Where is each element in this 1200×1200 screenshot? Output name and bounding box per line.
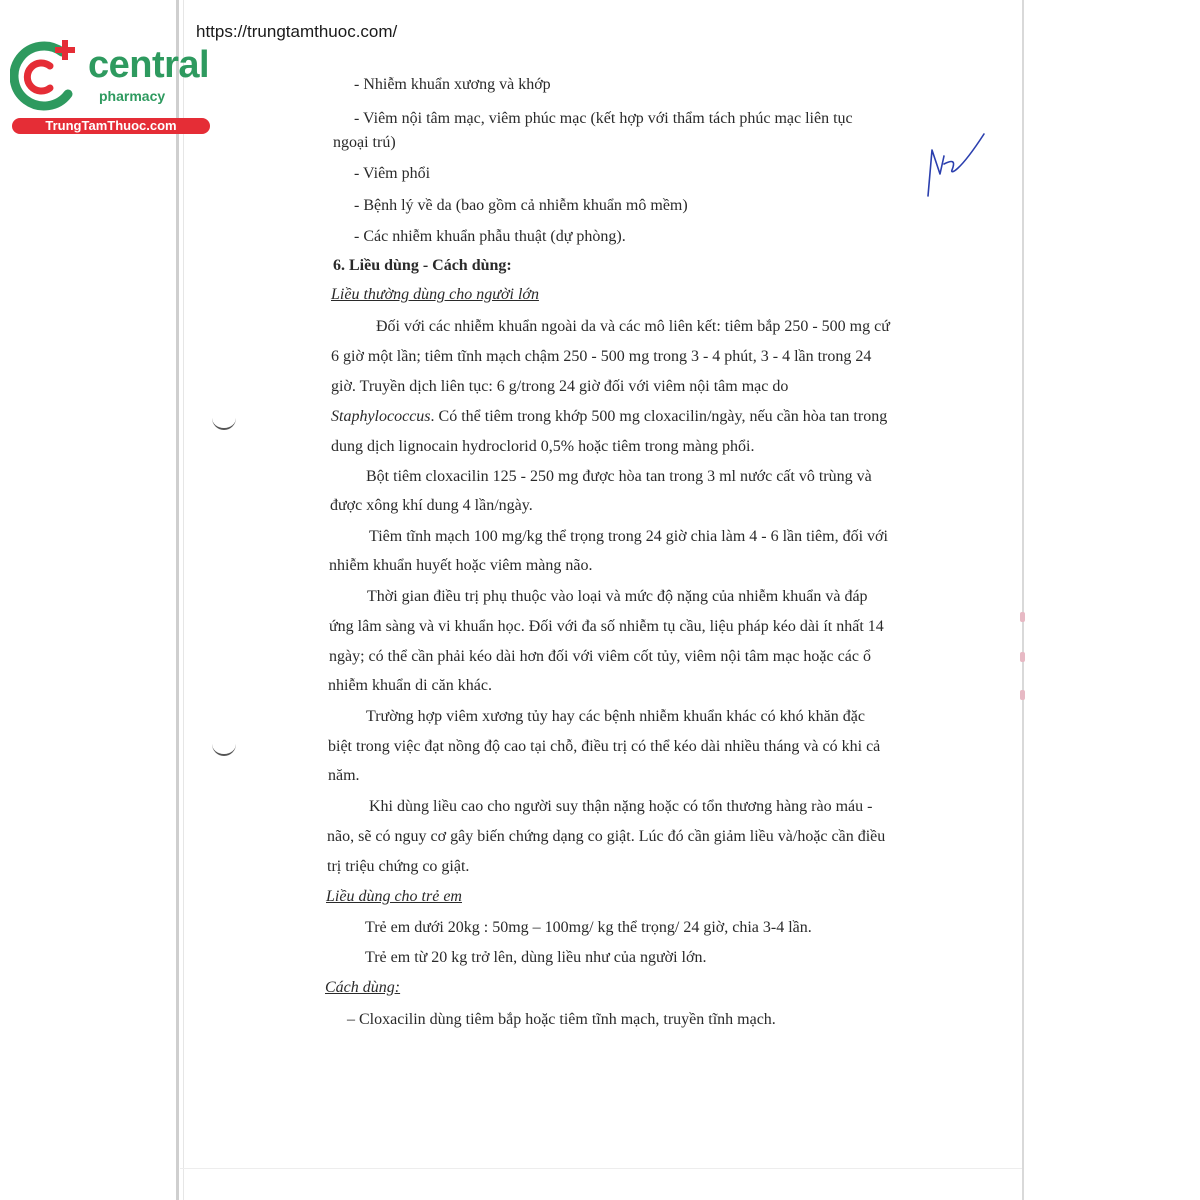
usage-heading: Cách dùng: — [325, 979, 401, 996]
child-dose-heading: Liều dùng cho trẻ em — [326, 888, 462, 905]
punch-hole-mark — [212, 742, 236, 756]
paragraph-line: trị triệu chứng co giật. — [327, 858, 470, 875]
paragraph-line: 6 giờ một lần; tiêm tĩnh mạch chậm 250 - 500 mg trong 3 - 4 phút, 3 - 4 lần trong 24 — [331, 348, 872, 365]
adult-dose-heading: Liều thường dùng cho người lớn — [331, 286, 539, 303]
paragraph-line — [331, 407, 887, 427]
paragraph-line: Bột tiêm cloxacilin 125 - 250 mg được hòa tan trong 3 ml nước cất vô trùng và — [366, 468, 872, 485]
paragraph-line: giờ. Truyền dịch liên tục: 6 g/trong 24 giờ đối với viêm nội tâm mạc do — [331, 378, 789, 395]
paragraph-line: được xông khí dung 4 lần/ngày. — [330, 497, 533, 514]
child-dose-line: Trẻ em dưới 20kg : 50mg – 100mg/ kg thể trọng/ 24 giờ, chia 3-4 lần. — [365, 919, 812, 936]
section-heading: 6. Liều dùng - Cách dùng: — [333, 257, 512, 274]
bullet-line: - Nhiễm khuẩn xương và khớp — [354, 76, 551, 93]
paragraph-line: biệt trong việc đạt nồng độ cao tại chỗ, điều trị có thể kéo dài nhiều tháng và có khi cả — [328, 738, 881, 755]
paragraph-line-rest: . Có thể tiêm trong khớp 500 mg cloxacilin/ngày, nếu cần hòa tan trong — [430, 408, 888, 425]
bullet-line: - Viêm phổi — [354, 165, 431, 182]
handwritten-signature — [922, 130, 988, 200]
pharmacy-c-cross-icon — [10, 38, 82, 112]
logo-site-bar: TrungTamThuoc.com — [12, 118, 210, 134]
logo-subtitle: pharmacy — [99, 88, 166, 104]
usage-line: – Cloxacilin dùng tiêm bắp hoặc tiêm tĩnh mạch, truyền tĩnh mạch. — [347, 1011, 776, 1028]
source-url: https://trungtamthuoc.com/ — [196, 22, 398, 41]
paragraph-line: Khi dùng liều cao cho người suy thận nặng hoặc có tổn thương hàng rào máu - — [369, 798, 873, 815]
paragraph-line: ứng lâm sàng và vi khuẩn học. Đối với đa số nhiễm tụ cầu, liệu pháp kéo dài ít nhất 14 — [329, 618, 884, 635]
bullet-line: - Các nhiễm khuẩn phẫu thuật (dự phòng). — [354, 228, 626, 245]
paragraph-line: ngày; có thể cần phải kéo dài hơn đối với viêm cốt tủy, viêm nội tâm mạc hoặc các ổ — [329, 648, 871, 665]
paragraph-line: Đối với các nhiễm khuẩn ngoài da và các mô liên kết: tiêm bắp 250 - 500 mg cứ — [376, 318, 890, 335]
logo-name: central — [88, 44, 210, 86]
paragraph-line: Trường hợp viêm xương tủy hay các bệnh nhiễm khuẩn khác có khó khăn đặc — [366, 708, 865, 725]
paragraph-line: nhiễm khuẩn di căn khác. — [328, 677, 492, 694]
scan-speck — [1020, 612, 1025, 622]
paragraph-line: nhiễm khuẩn huyết hoặc viêm màng não. — [329, 557, 593, 574]
paragraph-line: năm. — [328, 767, 360, 784]
paragraph-line: não, sẽ có nguy cơ gây biến chứng dạng co giật. Lúc đó cần giảm liều và/hoặc cần điều — [327, 828, 886, 845]
scan-speck — [1020, 652, 1025, 662]
scan-speck — [1020, 690, 1025, 700]
paragraph-line: Thời gian điều trị phụ thuộc vào loại và mức độ nặng của nhiễm khuẩn và đáp — [367, 588, 868, 605]
page-bottom-edge — [180, 1168, 1022, 1169]
bacteria-name: Staphylococcus — [331, 408, 431, 425]
page-right-edge — [1022, 0, 1024, 1200]
bullet-line: ngoại trú) — [333, 134, 396, 151]
child-dose-line: Trẻ em từ 20 kg trở lên, dùng liều như của người lớn. — [365, 949, 707, 966]
bullet-line: - Bệnh lý về da (bao gồm cả nhiễm khuẩn mô mềm) — [354, 197, 688, 214]
punch-hole-mark — [212, 416, 236, 430]
paragraph-line: dung dịch lignocain hydroclorid 0,5% hoặc tiêm trong màng phổi. — [331, 438, 755, 455]
paragraph-line: Tiêm tĩnh mạch 100 mg/kg thể trọng trong 24 giờ chia làm 4 - 6 lần tiêm, đối với — [369, 528, 888, 545]
page-left-edge — [176, 0, 179, 1200]
central-pharmacy-logo — [10, 38, 212, 136]
page-left-edge-shadow — [183, 0, 184, 1200]
bullet-line: - Viêm nội tâm mạc, viêm phúc mạc (kết hợp với thẩm tách phúc mạc liên tục — [354, 110, 853, 127]
